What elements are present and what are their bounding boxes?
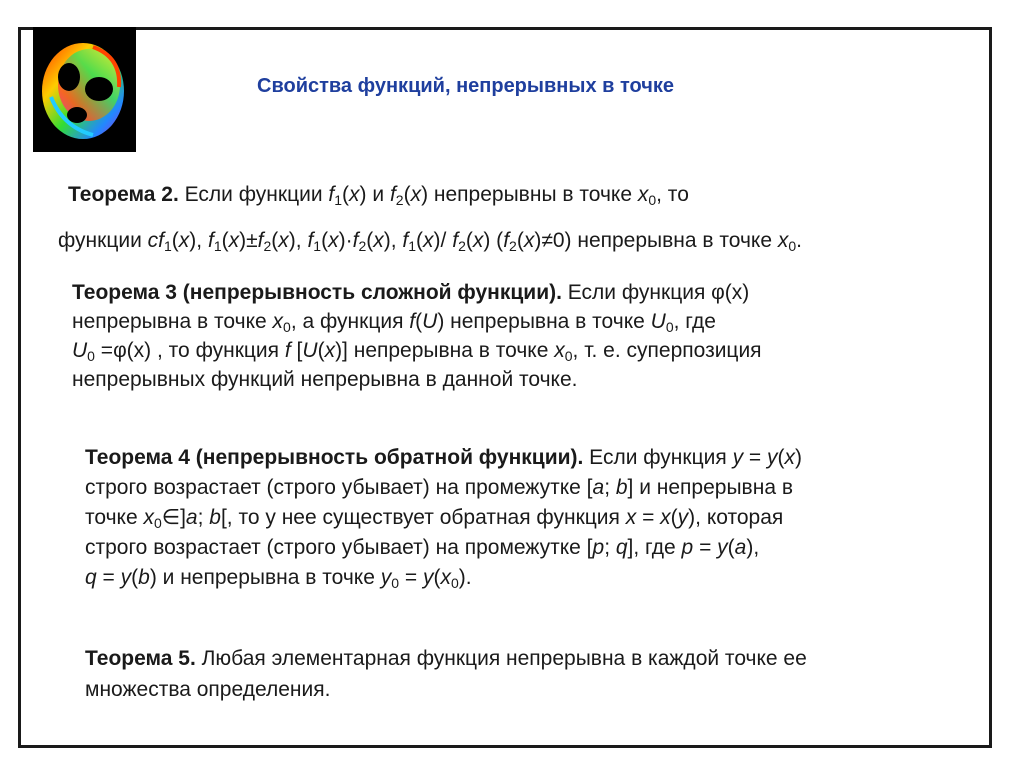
text-run: , то [656, 183, 689, 206]
math-variable: cf [147, 229, 164, 252]
theorem-5 [85, 643, 807, 705]
math-variable: x [777, 229, 789, 252]
theorem-3-line-3 [72, 336, 762, 365]
math-variable: f [207, 229, 214, 252]
subscript: 0 [391, 575, 400, 591]
theorem-4-line-5 [85, 563, 802, 593]
math-variable: b [209, 506, 221, 529]
math-variable: b [138, 566, 150, 589]
math-variable: a [185, 506, 198, 529]
math-variable: x [784, 446, 795, 469]
text-run: ( [342, 183, 350, 206]
text-run: ( [777, 446, 785, 469]
theorem-4-label: Теорема 4 (непрерывность обратной функции). [85, 446, 584, 469]
text-run: ( [670, 506, 678, 529]
subscript: 0 [648, 192, 657, 208]
math-variable: f [402, 229, 409, 252]
math-variable: f [307, 229, 314, 252]
text-run: )± [239, 229, 258, 252]
math-variable: x [328, 229, 339, 252]
math-variable: x [625, 506, 637, 529]
text-run: непрерывных функций непрерывна в данной точке. [72, 368, 578, 391]
theorem-5-label: Теорема 5. [85, 647, 196, 670]
text-run: ( [516, 229, 524, 252]
math-variable: b [615, 476, 628, 499]
math-variable: x [423, 229, 434, 252]
math-variable: a [592, 476, 605, 499]
subscript: 0 [450, 575, 459, 591]
theorem-3-line-2 [72, 307, 762, 336]
text-run: ∈] [161, 506, 186, 529]
text-run: ) и непрерывна в точке [149, 566, 381, 589]
text-run: ) непрерывна в точке [437, 310, 651, 333]
text-run: ( [171, 229, 179, 252]
math-variable: y [677, 506, 689, 529]
math-variable: x [278, 229, 289, 252]
theorem-4-line-3 [85, 503, 802, 533]
text-run: ( [415, 310, 423, 333]
text-run: ( [727, 536, 735, 559]
text-run: )] непрерывна в точке [335, 339, 555, 362]
text-run: ( [131, 566, 139, 589]
text-run: непрерывна в точке [72, 310, 273, 333]
text-run: ( [465, 229, 473, 252]
math-variable: x [143, 506, 154, 529]
subscript: 1 [213, 238, 222, 254]
subscript: 1 [164, 238, 172, 254]
math-variable: x [472, 229, 484, 252]
text-run: ), [288, 229, 308, 252]
theorem-5-line-2 [85, 674, 807, 705]
text-run: ) непрерывны в точке [421, 183, 638, 206]
text-run: = [693, 536, 718, 559]
theorem-2-line-2 [58, 218, 802, 264]
text-run: ) ( [483, 229, 504, 252]
math-variable: U [650, 310, 666, 333]
text-run: множества определения. [85, 678, 331, 701]
text-run: ( [221, 229, 229, 252]
subscript: 0 [283, 319, 291, 335]
theorem-3-line-1 [72, 278, 762, 307]
text-run: . [796, 229, 803, 252]
text-run: , т. е. суперпозиция [572, 339, 762, 362]
theorem-2-label: Теорема 2. [68, 183, 179, 206]
text-run: , где [673, 310, 716, 333]
subscript: 2 [263, 238, 272, 254]
math-variable: f [284, 339, 291, 362]
text-run: = [96, 566, 121, 589]
torus-fractal-logo-icon [33, 27, 136, 152]
text-run: , а функция [290, 310, 410, 333]
math-variable: f [257, 229, 264, 252]
text-run: ; [604, 536, 616, 559]
math-variable: p [592, 536, 605, 559]
text-run: =φ(x) , то функция [94, 339, 285, 362]
subscript: 0 [87, 348, 95, 364]
text-run: ], где [627, 536, 682, 559]
math-variable: a [734, 536, 747, 559]
text-run: Если функция φ(x) [561, 281, 750, 304]
math-variable: U [302, 339, 318, 362]
text-run: = [399, 566, 423, 589]
text-run: Если функция [583, 446, 733, 469]
text-run: ; [604, 476, 616, 499]
text-run: ), которая [688, 506, 784, 529]
text-run: [, то у нее существует обратная функция [220, 506, 626, 529]
math-variable: x [272, 310, 284, 333]
math-variable: p [681, 536, 694, 559]
theorem-5-line-1 [85, 643, 807, 674]
text-run: Если функции [178, 183, 329, 206]
math-variable: x [349, 183, 360, 206]
theorem-4-line-4 [85, 533, 802, 563]
text-run: Любая элементарная функция непрерывна в каждой точке ее [195, 647, 807, 670]
text-run: ( [403, 183, 411, 206]
math-variable: x [178, 229, 190, 252]
text-run: ) [795, 446, 802, 469]
math-variable: x [554, 339, 565, 362]
subscript: 2 [458, 238, 466, 254]
text-run: ), [746, 536, 760, 559]
text-run: ), [189, 229, 208, 252]
text-run: )≠0) непрерывна в точке [534, 229, 778, 252]
theorem-2-line-1 [68, 172, 802, 218]
subscript: 2 [509, 238, 517, 254]
text-run: строго возрастает (строго убывает) на промежутке [ [85, 476, 593, 499]
text-run: ). [458, 566, 472, 589]
text-run: ), [383, 229, 403, 252]
text-run: = [743, 446, 767, 469]
math-variable: y [717, 536, 728, 559]
text-run: )· [338, 229, 353, 252]
text-run: ( [271, 229, 279, 252]
math-variable: f [452, 229, 459, 252]
math-variable: x [523, 229, 535, 252]
math-variable: f [389, 183, 396, 206]
theorem-4-line-2 [85, 473, 802, 503]
subscript: 1 [313, 238, 322, 254]
text-run: ) и [359, 183, 390, 206]
subscript: 0 [788, 238, 797, 254]
subscript: 1 [408, 238, 417, 254]
theorem-3-label: Теорема 3 (непрерывность сложной функции). [72, 281, 562, 304]
math-variable: y [120, 566, 132, 589]
text-run: ( [416, 229, 424, 252]
theorem-3-line-4 [72, 365, 762, 394]
text-run: строго возрастает (строго убывает) на промежутке [ [85, 536, 593, 559]
text-run: точке [85, 506, 144, 529]
math-variable: U [422, 310, 438, 333]
subscript: 2 [395, 192, 404, 208]
math-variable: U [72, 339, 88, 362]
subscript: 2 [358, 238, 367, 254]
subscript: 1 [334, 192, 343, 208]
theorem-4-line-1 [85, 443, 802, 473]
text-run: ; [197, 506, 210, 529]
math-variable: f [409, 310, 416, 333]
math-variable: f [352, 229, 359, 252]
theorem-2 [58, 172, 803, 264]
math-variable: q [615, 536, 628, 559]
subscript: 0 [153, 515, 162, 531]
math-variable: x [440, 566, 451, 589]
math-variable: x [637, 183, 649, 206]
theorem-4 [85, 443, 802, 593]
subscript: 0 [665, 319, 674, 335]
math-variable: y [732, 446, 744, 469]
math-variable: q [85, 566, 97, 589]
math-variable: x [660, 506, 671, 529]
subscript: 0 [564, 348, 573, 364]
math-variable: x [373, 229, 384, 252]
text-run: [ [290, 339, 303, 362]
text-run: )/ [433, 229, 453, 252]
math-variable: x [324, 339, 336, 362]
math-variable: x [228, 229, 240, 252]
math-variable: y [422, 566, 434, 589]
slide-title: Свойства функций, непрерывных в точке [257, 75, 674, 97]
text-run: ( [366, 229, 374, 252]
text-run: ] и непрерывна в [627, 476, 793, 499]
math-variable: f [503, 229, 510, 252]
math-variable: y [767, 446, 778, 469]
math-variable: x [410, 183, 422, 206]
math-variable: y [380, 566, 392, 589]
theorem-3 [72, 278, 762, 394]
text-run: = [636, 506, 661, 529]
math-variable: f [328, 183, 335, 206]
text-run: ( [321, 229, 329, 252]
text-run: функции [58, 229, 148, 252]
text-run: ( [317, 339, 325, 362]
text-run: ( [433, 566, 441, 589]
